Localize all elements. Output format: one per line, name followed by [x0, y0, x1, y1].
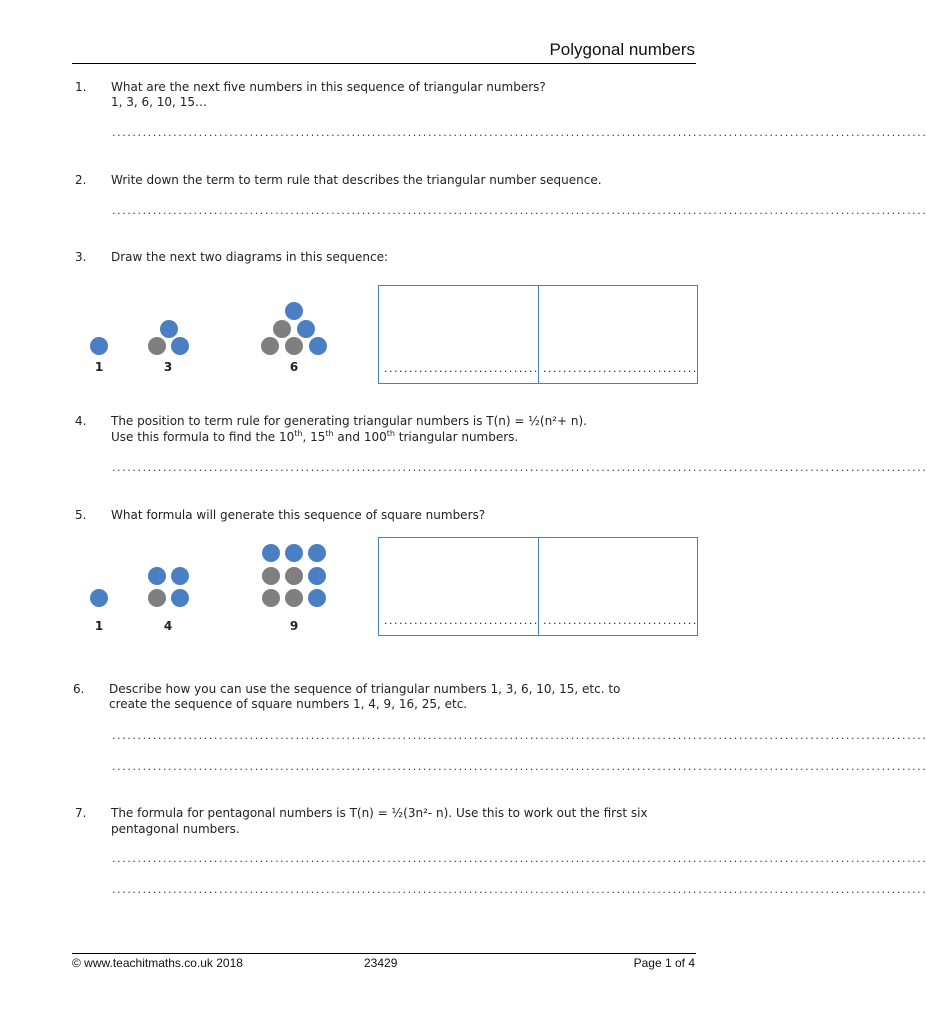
question-3-text: Draw the next two diagrams in this sequence:	[111, 250, 389, 264]
dot	[308, 589, 326, 607]
question-5-number: 5.	[75, 508, 87, 522]
footer-copyright: © www.teachitmaths.co.uk 2018	[72, 956, 243, 970]
answer-line[interactable]: ................................................................................................................................................................	[112, 126, 927, 139]
dot	[171, 337, 189, 355]
dot	[308, 567, 326, 585]
question-7-number: 7.	[75, 806, 87, 820]
dot	[285, 589, 303, 607]
dot	[262, 589, 280, 607]
footer-code: 23429	[364, 956, 398, 970]
dot	[285, 337, 303, 355]
dot	[171, 589, 189, 607]
answer-line[interactable]: ...............................	[543, 362, 698, 375]
dot	[90, 589, 108, 607]
question-4-instruction: Use this formula to find the 10th, 15th and 100th triangular numbers.	[111, 429, 519, 444]
question-4-text: The position to term rule for generating triangular numbers is T(n) = ½(n²+ n).	[111, 414, 587, 428]
question-7-text: The formula for pentagonal numbers is T(n) = ½(3n²- n). Use this to work out the first six	[111, 806, 648, 820]
figure-label: 4	[163, 619, 173, 633]
answer-line[interactable]: ................................................................................................................................................................	[112, 204, 927, 217]
question-6-number: 6.	[73, 682, 85, 696]
dot	[285, 302, 303, 320]
question-2-text: Write down the term to term rule that describes the triangular number sequence.	[111, 173, 602, 187]
figure-label: 1	[94, 360, 104, 374]
question-7-text-2: pentagonal numbers.	[111, 822, 240, 836]
question-1-number: 1.	[75, 80, 87, 94]
dot	[297, 320, 315, 338]
figure-label: 9	[289, 619, 299, 633]
answer-line[interactable]: ...............................	[384, 362, 539, 375]
dot	[285, 567, 303, 585]
dot	[261, 337, 279, 355]
answer-line[interactable]: ................................................................................................................................................................	[112, 883, 927, 896]
question-5-text: What formula will generate this sequence of square numbers?	[111, 508, 486, 522]
footer-page-number: Page 1 of 4	[633, 956, 695, 970]
question-4-number: 4.	[75, 414, 87, 428]
dot	[308, 544, 326, 562]
dot	[171, 567, 189, 585]
question-6-text: Describe how you can use the sequence of triangular numbers 1, 3, 6, 10, 15, etc. to	[109, 682, 621, 696]
question-2-number: 2.	[75, 173, 87, 187]
dot	[148, 337, 166, 355]
dot	[90, 337, 108, 355]
figure-label: 6	[289, 360, 299, 374]
page-title: Polygonal numbers	[549, 40, 695, 59]
dot	[262, 567, 280, 585]
question-6-text-2: create the sequence of square numbers 1, 4, 9, 16, 25, etc.	[109, 697, 468, 711]
dot	[148, 589, 166, 607]
answer-line[interactable]: ...............................	[384, 614, 539, 627]
answer-line[interactable]: ................................................................................................................................................................	[112, 760, 927, 773]
dot	[309, 337, 327, 355]
dot	[148, 567, 166, 585]
question-1-text: What are the next five numbers in this sequence of triangular numbers?	[111, 80, 546, 94]
figure-label: 3	[163, 360, 173, 374]
dot	[262, 544, 280, 562]
dot	[273, 320, 291, 338]
answer-line[interactable]: ...............................	[543, 614, 698, 627]
dot	[160, 320, 178, 338]
answer-line[interactable]: ................................................................................................................................................................	[112, 729, 927, 742]
answer-line[interactable]: ................................................................................................................................................................	[112, 461, 927, 474]
question-3-number: 3.	[75, 250, 87, 264]
header-rule	[72, 63, 696, 64]
footer-rule	[72, 953, 696, 954]
dot	[285, 544, 303, 562]
answer-line[interactable]: ................................................................................................................................................................	[112, 852, 927, 865]
figure-label: 1	[94, 619, 104, 633]
question-1-sequence: 1, 3, 6, 10, 15…	[111, 95, 207, 109]
